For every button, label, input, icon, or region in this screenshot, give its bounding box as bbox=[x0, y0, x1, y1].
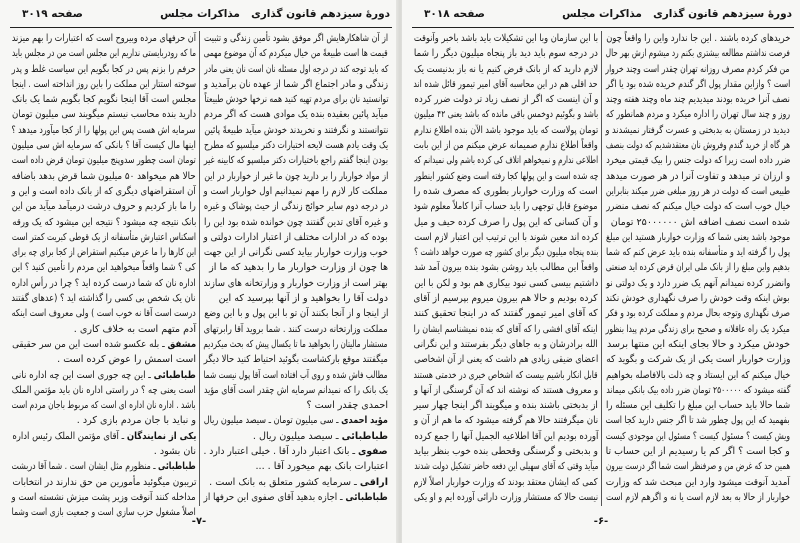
line-text: خریدهای کرده باشند . این جا ندارد واین را واقعاً چون bbox=[605, 33, 790, 44]
text-line bbox=[604, 322, 790, 337]
text-line bbox=[604, 230, 790, 245]
line-text: میآید پائین بعقیده بنده یک موادی هست که اگر مردم bbox=[203, 109, 388, 121]
speaker-name: طباطبائی bbox=[153, 369, 196, 381]
text-line bbox=[604, 31, 790, 46]
line-text: اداره نان که شما درست کرده اید ؟ چرا در رأس اداره bbox=[11, 277, 196, 289]
text-line bbox=[10, 413, 196, 428]
line-text: اسکناس اعتبارش متأسفانه از یک قوطی کبریت کمتر است bbox=[11, 231, 196, 243]
line-text: نتوانستند و نگرفتند و نخریدند خودش میآید طبیعةً پائین bbox=[203, 124, 388, 136]
line-text: مطالب فاش شده و روی آب افتاده است آقا پول نیست شما bbox=[203, 369, 388, 381]
speaker-line bbox=[202, 444, 388, 459]
line-text: ـ منظورم مثل ایشان است . شما آقا دربشت bbox=[11, 461, 159, 473]
line-text: بنده پنجاه میلیون دیگر برای کشور چه صورت خواهد داشت ؟ bbox=[413, 247, 598, 259]
text-line bbox=[10, 398, 196, 413]
text-line bbox=[10, 77, 196, 92]
text-line bbox=[202, 199, 388, 214]
line-text: و معروف هستند که نوشته اند که آن گرسنگی از آنها و bbox=[413, 384, 598, 396]
line-text: که آقای امیر تیمور گفتند که در اینجا تحقیق کنند bbox=[413, 308, 598, 320]
line-text: و نباید با جان مردم بازی کرد . bbox=[76, 415, 196, 427]
line-text: اطلاعی ندارم و نمیخواهم اتلاف کی کرده باشم ولی نمیدانم که bbox=[413, 155, 598, 167]
speaker-line bbox=[10, 429, 196, 444]
line-text: موضوع قابل توجهی را باید حساب آنرا کاملاً معلوم شود bbox=[413, 201, 598, 213]
line-text: اصلاً مشغول حزب سازی است و جمعیت بازی است وشما bbox=[11, 507, 196, 519]
line-text: ضرر داده است زیرا که دولت جنس را بیک قیمتی میخرد bbox=[605, 155, 790, 167]
line-text: کی ؟ شما واقعاً میخواهید این مردم را تأمین کنید ؟ این bbox=[11, 262, 196, 274]
text-line bbox=[10, 260, 196, 275]
text-line bbox=[10, 245, 196, 260]
line-text: ما که رودربایستی نداریم این مجلس است من در مجلس باید bbox=[11, 48, 196, 60]
text-line bbox=[10, 444, 196, 459]
text-line bbox=[202, 352, 388, 367]
line-text: گفته میشود که ۲۵۰۰۰۰۰ تومان ضرر داده بیک بانکی میماند bbox=[605, 384, 790, 396]
line-text: که باید توجه کند در درجه اول مسئله نان است نان یعنی مادر bbox=[203, 63, 388, 75]
text-line bbox=[604, 62, 790, 77]
text-line bbox=[10, 138, 196, 153]
text-line bbox=[604, 184, 790, 199]
text-line bbox=[10, 352, 196, 367]
text-line bbox=[604, 276, 790, 291]
line-text: قابل انکار باشیم بیست که اشخاص خیری در خدمتی هستند bbox=[413, 369, 598, 381]
text-line bbox=[412, 199, 598, 214]
text-line bbox=[10, 107, 196, 122]
line-text: ـ بانک اعتبار دارد آقا . خیلی اعتبار دارد . bbox=[203, 446, 359, 458]
text-line bbox=[202, 368, 388, 383]
line-text: مملکت وزارتخانه درست کنند . شما بروید آقا رابرتهای bbox=[203, 323, 388, 335]
text-line bbox=[604, 413, 790, 428]
line-text: در درجه دوم سایر حوائج زندگی از حیث پوشاک و غیره bbox=[203, 201, 388, 213]
line-text: نان بشود . bbox=[153, 446, 196, 458]
line-text: نان یک شخص بی کسی را گذاشته اید ؟ (عدهای گفتند bbox=[11, 293, 196, 305]
page-label: صفحه ۳۰۱۸ bbox=[424, 8, 485, 20]
text-line bbox=[604, 138, 790, 153]
line-text: طبیعی است که دولت در هر روز مبلغی ضرر میکند بنابراین bbox=[605, 185, 790, 197]
text-line bbox=[412, 444, 598, 459]
line-text: است اسمش را عوض کرده است . bbox=[57, 354, 196, 366]
line-text: با این سازمان وبا این تشکیلات باید باشد باخبر وآنوقت bbox=[413, 33, 598, 44]
line-text: روز و چند سال تهران را اداره میکرد و مردم همانطور که bbox=[605, 109, 790, 121]
text-line bbox=[10, 215, 196, 230]
line-text: میگفتند موقع بارکشاست بگوئید احتیاط کنید حالا دیگر bbox=[203, 354, 388, 366]
line-text: و کجا است ؟ اگر کم یا رسیدیم از این حساب تا bbox=[605, 446, 790, 458]
line-text: آن حرفهای مرده وبیروح است که اعتبارات را بهم میزند bbox=[11, 33, 196, 44]
text-line bbox=[412, 77, 598, 92]
text-line bbox=[10, 123, 196, 138]
page-number: -۷- bbox=[191, 516, 207, 527]
line-text: تومان پولاست که باید موجود باشد الآن بنده اطلاع ندارم bbox=[413, 124, 598, 136]
line-text: مداخله کنند آنوقت وزیر پشت میزش نشسته است و bbox=[11, 491, 196, 503]
line-text: از بدبختی باشند بنده و میگویند اگر اینجا چهار سیر bbox=[413, 400, 598, 412]
text-line bbox=[10, 322, 196, 337]
text-line bbox=[604, 490, 790, 505]
line-text: هر گاه از خرید گندم وفروش نان معتقدشدیم که دولت بنصف bbox=[605, 140, 790, 152]
line-text: بانک نتیجه چه میشود ؟ نتیجه این میشود که یک ورقه bbox=[11, 216, 196, 228]
text-line bbox=[604, 215, 790, 230]
speaker-line bbox=[202, 475, 388, 490]
text-line bbox=[604, 444, 790, 459]
line-text: مستشار مالیتان را بخواهید ما تا یکسال پیش که بحث میکردیم bbox=[203, 338, 388, 350]
text-line bbox=[10, 169, 196, 184]
line-text: حالا هم میخواهد ۵۰ میلیون شما قرض بدهد باضافه bbox=[11, 170, 196, 182]
header-rule bbox=[10, 27, 392, 28]
line-text: نصف آنرا خریده بودند میدیدیم چند ماه وچند هفته وچند bbox=[605, 94, 790, 106]
line-text: چه شده است و این پولها کجا رفته است وضع کشور اینطور bbox=[413, 170, 598, 182]
speaker-line bbox=[202, 413, 388, 428]
line-text: ها چون از وزارت خواربار ما را بدهید که ما از bbox=[209, 262, 388, 274]
line-text: بودن اینجا گفتم راجع باختیارات دکتر میلسپو که کابینه غیر bbox=[203, 155, 388, 167]
line-text: ـ بله عکسو شده است این من سر حقیقی bbox=[11, 338, 168, 350]
line-text: وانضرر کرده نمیدانم آنهم یک ضرر دارد و یک دولتی نو bbox=[605, 277, 790, 289]
text-line bbox=[604, 352, 790, 367]
line-text: ـ سیصد میلیون ریال . bbox=[252, 430, 342, 442]
text-line bbox=[412, 490, 598, 505]
line-text: را ما باز کردیم و حروف درشت درمیآمد میآید من این bbox=[11, 201, 196, 213]
line-text: ویش کیست ؟ مسئول کیست ؟ مسئول این موجودی کیست bbox=[605, 430, 790, 442]
line-text: میآید وقتی که آقای سهیلی این دفعه حاضر تشکیل دولت شدند bbox=[413, 461, 598, 473]
line-text: مملکت کار لازم را مهم نمیدانیم اول خواربار است و bbox=[203, 185, 388, 197]
line-text: بوش اینکه وقت خودش را صرف نگهداری خودش نکند bbox=[605, 293, 790, 305]
line-text: بفهمید که این پول چطور شد تا اگر جنس دارید کجا است bbox=[605, 415, 790, 427]
session-title: دورهٔ سیزدهم قانون گذاری bbox=[251, 8, 390, 20]
text-line bbox=[412, 169, 598, 184]
text-line bbox=[604, 107, 790, 122]
text-line bbox=[604, 383, 790, 398]
line-text: خوب وزارت خواربار بیاید کسی نگرانی از این جهت bbox=[203, 247, 388, 259]
left-page bbox=[0, 0, 398, 543]
header-rule bbox=[412, 27, 794, 28]
text-line bbox=[412, 383, 598, 398]
line-text: فرصت نداشتم مطالعه بیشتری بکنم رد میشوم ازش بهر حال bbox=[605, 48, 790, 60]
line-text: آدم متهم است به خلاف کاری . bbox=[73, 323, 196, 335]
line-text: از آن شاهکارهایش اگر موفق بشود تأمین زندگی و تثبیت bbox=[203, 33, 388, 44]
text-line bbox=[202, 291, 388, 306]
line-text: وزارت خواربار است یکی از یک شرکت و بگوید که bbox=[605, 354, 790, 366]
line-text: بوده که در ادارات مختلف از اعتبار ادارات دولتی و bbox=[203, 231, 388, 243]
text-line bbox=[604, 429, 790, 444]
line-text: مجلس است آقا اینجا نگویم کجا بگویم شما یک بانک bbox=[11, 94, 196, 106]
speaker-name: یکی از نمایندگان bbox=[126, 430, 196, 442]
text-line bbox=[412, 230, 598, 245]
page-header bbox=[412, 8, 792, 24]
line-text: و آن اینست که اگر از نصف زیاد تر دولت ضرر کرده bbox=[413, 94, 598, 106]
line-text: تومان است چطور سدوپنج میلیون تومان قرض داده است bbox=[11, 155, 196, 167]
text-line bbox=[604, 368, 790, 383]
text-line bbox=[202, 306, 388, 321]
speaker-name: مشفق bbox=[167, 338, 196, 350]
line-text: ـ سرمایه کشور متعلق به بانک است . bbox=[209, 476, 360, 488]
text-line bbox=[10, 31, 196, 46]
text-line bbox=[202, 230, 388, 245]
line-text: و بدبختی و گرسنگی وقحطی بنده خوب بنظر بیاید bbox=[413, 446, 598, 458]
text-column-right bbox=[202, 31, 388, 505]
line-text: از مواد خواربار را بر دارید چون ما غیر از خواربار در این bbox=[203, 170, 388, 182]
line-text: آورده بودیم این آقا اطلاعیه الجمیل آنها را جمع کرده bbox=[413, 430, 598, 442]
text-line bbox=[412, 337, 598, 352]
text-line bbox=[412, 245, 598, 260]
text-line bbox=[202, 123, 388, 138]
text-line bbox=[604, 398, 790, 413]
text-line bbox=[604, 92, 790, 107]
text-line bbox=[10, 383, 196, 398]
text-line bbox=[604, 337, 790, 352]
line-text: درست است آقا نه خوب است ) ولی معروف است اینکه bbox=[11, 308, 196, 320]
line-text: اینکه آقای افشی را که آقای که بنده نمیشناسم ایشان را bbox=[413, 323, 598, 335]
page-header bbox=[10, 8, 390, 24]
text-column-left bbox=[412, 31, 598, 505]
text-line bbox=[202, 276, 388, 291]
text-line bbox=[412, 123, 598, 138]
text-line bbox=[604, 46, 790, 61]
text-line bbox=[202, 398, 388, 413]
text-line bbox=[202, 322, 388, 337]
text-line bbox=[202, 77, 388, 92]
text-column-right bbox=[604, 31, 790, 505]
line-text: دیدید در زمستان به بدبختی و عسرت گرفتار نمیشدند و bbox=[605, 124, 790, 136]
text-line bbox=[412, 352, 598, 367]
speaker-line bbox=[10, 337, 196, 352]
text-line bbox=[412, 215, 598, 230]
text-line bbox=[202, 260, 388, 275]
text-line bbox=[202, 383, 388, 398]
text-line bbox=[412, 31, 598, 46]
page-label: صفحه ۳۰۱۹ bbox=[22, 8, 83, 20]
line-text: ـ آقای مؤتمن الملک رئیس اداره bbox=[11, 430, 127, 442]
text-line bbox=[412, 475, 598, 490]
text-line bbox=[202, 169, 388, 184]
line-text: الله برادرشان و به جاهای دیگر بفرستند و این نگرانی bbox=[413, 338, 598, 350]
line-text: حد اقلی هم در این محاسبه آقای امیر تیمور قائل شده اند bbox=[413, 78, 598, 90]
text-line bbox=[412, 138, 598, 153]
text-line bbox=[10, 92, 196, 107]
line-text: تریبون میگوئید مأمورین من حق ندارند در انتخابات bbox=[11, 476, 196, 488]
text-line bbox=[412, 413, 598, 428]
line-text: اینها مال کیست آقا ؟ بانکی که سرمایه اش سی میلیون bbox=[11, 140, 196, 152]
text-line bbox=[202, 184, 388, 199]
speaker-line bbox=[202, 429, 388, 444]
text-line bbox=[412, 92, 598, 107]
line-text: صرف نگهداری وتوجه بحال مردم و مملکت کرده بود و فکر bbox=[605, 308, 790, 320]
text-line bbox=[412, 276, 598, 291]
running-title: مذاکرات مجلس bbox=[562, 8, 642, 20]
text-line bbox=[10, 276, 196, 291]
line-text: داشتیم بیسی کسی نبود بیکاری هم بود و لکن با این bbox=[413, 277, 598, 289]
text-line bbox=[412, 459, 598, 474]
text-line bbox=[604, 260, 790, 275]
text-line bbox=[10, 46, 196, 61]
text-line bbox=[202, 138, 388, 153]
speaker-line bbox=[202, 490, 388, 505]
text-line bbox=[202, 92, 388, 107]
line-text: باشد و بگوئیم دوخمس باقی مانده که باشد یعنی ۴۲ میلیون bbox=[413, 109, 598, 121]
line-text: ـ سی میلیون تومان ـ سیصد میلیون ریال bbox=[203, 415, 342, 427]
column-divider bbox=[601, 31, 602, 506]
line-text: شما حالا باید حساب این مبلغ را تکلیف این مسئله را bbox=[605, 400, 790, 412]
running-title: مذاکرات مجلس bbox=[160, 8, 240, 20]
line-text: شده است نصف اضافه اش ۲۵۰۰۰۰۰۰ تومان bbox=[610, 216, 790, 228]
line-text: است که وزارت خواربار بطوری که مصرف شده را bbox=[413, 185, 598, 197]
speaker-name: طباطبائی bbox=[345, 491, 388, 503]
text-line bbox=[412, 368, 598, 383]
line-text: میکرد یک راه عاقلانه و صحیح برای زندگی مردم پیدا بنظور bbox=[605, 323, 790, 335]
text-line bbox=[202, 337, 388, 352]
line-text: خیال خوب است که دولت خیال میکنم که نصف منضرر bbox=[605, 201, 790, 213]
text-line bbox=[412, 306, 598, 321]
text-line bbox=[10, 306, 196, 321]
line-text: واقعاً اطلاع ندارم صمیمانه عرض میکنم من از این بابت bbox=[413, 140, 598, 152]
text-line bbox=[202, 215, 388, 230]
line-text: حرفم را بزنم پس در کجا بگویم این سیاست غلط و پدر bbox=[11, 63, 196, 75]
line-text: آمدید آنوقت میشود وارد این مبحث شد که وزارت bbox=[605, 476, 790, 488]
text-line bbox=[202, 46, 388, 61]
line-text: همین حد که غرض من و صرفنظر است شما اگر درست بیرون bbox=[605, 461, 790, 473]
line-text: در درجه سوم باید دید باز پنجاه میلیون دیگر را شما bbox=[413, 48, 598, 60]
line-text: کرده اند معین شوند با این ترتیب این اعتبار لازم است bbox=[413, 231, 598, 243]
line-text: توانستید نان برای مردم تهیه کنید همه نرخها خودش طبیعتاً bbox=[203, 94, 388, 106]
line-text: آن استقراضهای دیگری که از بانک داده است و این و bbox=[11, 185, 196, 197]
line-text: و ارزان تر میدهد و تفاوت آنرا در هر صورت میدهد bbox=[605, 170, 790, 182]
right-page bbox=[402, 0, 800, 543]
line-text: خیال میکنم که این ایستاد و چه ذلت بالافاصله بخواهیم bbox=[605, 369, 790, 381]
text-line bbox=[604, 475, 790, 490]
line-text: این کارها را ما عرض میکنیم استقراض از کجا برای چه برای bbox=[11, 247, 196, 259]
speaker-line bbox=[10, 368, 196, 383]
line-text: یک وقت یادم هست لایحه اختیارات دکتر میلسپو که مطرح bbox=[203, 140, 388, 152]
line-text: واقعاً این مطالب باید روشن بشود بنده بیرون آمد شد bbox=[413, 262, 598, 274]
text-line bbox=[604, 199, 790, 214]
text-line bbox=[10, 199, 196, 214]
text-line bbox=[412, 46, 598, 61]
text-line bbox=[10, 153, 196, 168]
text-line bbox=[412, 429, 598, 444]
speaker-name: طباطبائی bbox=[341, 430, 388, 442]
text-line bbox=[10, 62, 196, 77]
text-line bbox=[412, 322, 598, 337]
line-text: از اینجا و از آنجا بکنند آن تو با این پول و با این وضع bbox=[203, 308, 388, 320]
line-text: ـ اجازه بدهید آقای صفوی این حرفها از bbox=[203, 491, 346, 503]
line-text: کمی که ایشان معتقد بودند که وزارت خواربار اصلاً لازم bbox=[413, 476, 598, 488]
line-text: موجود باشد یعنی شما که وزارت خواربار هستید این مبلغ bbox=[605, 231, 790, 243]
text-line bbox=[604, 291, 790, 306]
line-text: است ؟ وازاین مقدار پول اگر گندم خریده شده بود یا اگر bbox=[605, 78, 790, 90]
text-line bbox=[604, 306, 790, 321]
text-line bbox=[10, 184, 196, 199]
line-text: لازم دارید که از بانک قرض کنیم یا نه باز بدنیست یک bbox=[413, 63, 598, 75]
line-text: بهتر است از وزارت خواربار و وزارتخانه های سازند bbox=[203, 277, 388, 289]
text-line bbox=[604, 459, 790, 474]
text-line bbox=[412, 184, 598, 199]
text-line bbox=[10, 475, 196, 490]
line-text: زندگی و مادر اجتماع اگر شما از عهده نان برآمدید و bbox=[203, 78, 388, 90]
session-title: دورهٔ سیزدهم قانون گذاری bbox=[653, 8, 792, 20]
text-line bbox=[10, 291, 196, 306]
line-text: ـ این چه جوری است این چه اداره نانی bbox=[11, 369, 154, 381]
text-line bbox=[604, 169, 790, 184]
text-line bbox=[412, 398, 598, 413]
text-column-left bbox=[10, 31, 196, 521]
text-line bbox=[412, 260, 598, 275]
text-line bbox=[604, 77, 790, 92]
line-text: من فکر کردم مصرف روزانه تهران چقدر است وچند خروار bbox=[605, 63, 790, 75]
line-text: یک بانک را که نمیدانم سرمایه اش چقدر است آقای مؤید bbox=[203, 384, 388, 396]
line-text: سوخته استتار این مملکت را باین روز انداخته است . اینجا bbox=[11, 78, 196, 90]
speaker-name: طباطبائی bbox=[158, 461, 196, 473]
line-text: و آن کسانی که این پول را صرف کرده حیف و میل bbox=[413, 216, 598, 228]
text-line bbox=[412, 107, 598, 122]
line-text: اعضای ضیقی زیادی هم داشت که یعنی از آن اشخاصی bbox=[413, 354, 598, 366]
line-text: پول را گرفته اید و متأسفانه بنده باید عرض کنم که شما bbox=[605, 247, 790, 259]
line-text: دارید بنده محاسب نیستم میگویند سی میلیون تومان bbox=[11, 109, 196, 121]
speaker-name: اراقی bbox=[359, 476, 388, 488]
text-line bbox=[202, 107, 388, 122]
line-text: خودش میکرد و حالا بجای اینکه این منتها برسد bbox=[606, 338, 790, 350]
text-line bbox=[604, 123, 790, 138]
line-text: نیست حالا که مستشار وزارت دارائی آورده ایم و او یکی bbox=[413, 491, 598, 503]
column-divider bbox=[199, 31, 200, 506]
line-text: است یعنی چه ؟ در راستی اداره نان باید مؤتمن الملک bbox=[11, 384, 196, 396]
speaker-name: صفوی bbox=[358, 446, 388, 458]
line-text: قیمت ها است طبیعةً من خیال میکردم که آن موضوع مهمی bbox=[203, 48, 388, 60]
line-text: دولت آقا را بخواهید و از آنها بپرسید که این bbox=[218, 293, 388, 305]
text-line bbox=[202, 62, 388, 77]
text-line bbox=[202, 31, 388, 46]
speaker-line bbox=[10, 459, 196, 474]
text-line bbox=[10, 230, 196, 245]
line-text: اعتبارات بانک بهم میخورد آقا . ... bbox=[255, 461, 388, 473]
line-text: خواربار از حالا به بعد لازم است یا نه و اگرهم لازم است bbox=[605, 491, 790, 503]
line-text: کرده بودیم و حالا هم بیرون میروم بپرسیم از آقای bbox=[413, 293, 598, 305]
text-line bbox=[10, 490, 196, 505]
line-text: و غیره آقای تدین گفتند چون خوانده شده بود این را bbox=[203, 216, 388, 228]
text-line bbox=[412, 291, 598, 306]
line-text: باشد . اداره نان اداره ای است که مربوط باجان مردم است bbox=[11, 400, 196, 412]
page-number: -۶- bbox=[593, 516, 609, 527]
speaker-name: مؤید احمدی bbox=[341, 415, 388, 427]
line-text: سرمایه اش هست پس این پولها را از کجا میآورد میدهد ؟ bbox=[11, 124, 196, 136]
text-line bbox=[412, 62, 598, 77]
text-line bbox=[604, 153, 790, 168]
line-text: نان میگرفتند حالا هم گرفته میشود که ما هم از آن و bbox=[413, 415, 598, 427]
text-line bbox=[604, 245, 790, 260]
text-line bbox=[412, 153, 598, 168]
line-text: احمدی چقدر است ؟ bbox=[306, 400, 388, 412]
line-text: بدهیم واین مبلغ را از بانک ملی ایران قرض کرده اید صنعتی bbox=[605, 262, 790, 274]
